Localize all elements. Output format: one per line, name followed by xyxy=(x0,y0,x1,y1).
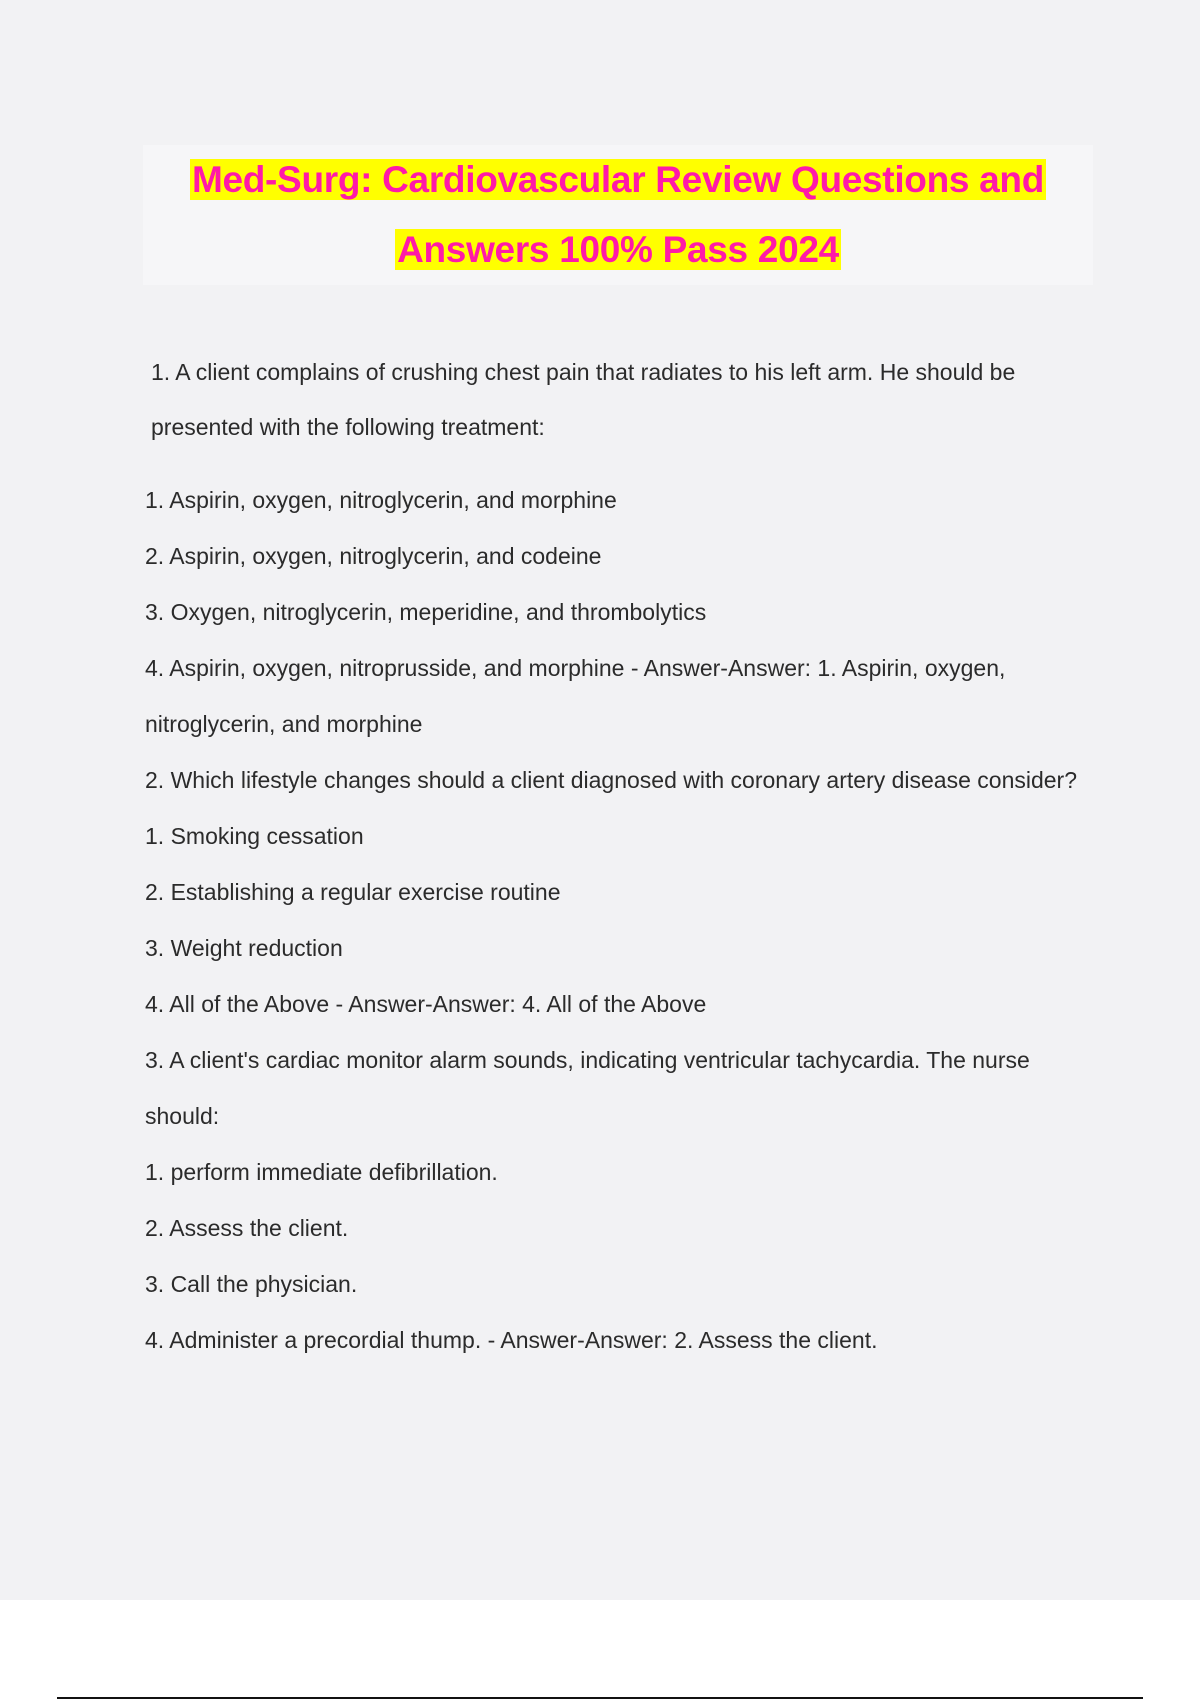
title-block xyxy=(143,145,1093,285)
question-3-option-3: 3. Call the physician. xyxy=(145,1271,358,1297)
question-2-option-4-answer: 4. All of the Above - Answer-Answer: 4. All of the Above xyxy=(145,991,707,1017)
question-1-option-3: 3. Oxygen, nitroglycerin, meperidine, and thrombolytics xyxy=(145,599,707,625)
question-1-option-1: 1. Aspirin, oxygen, nitroglycerin, and morphine xyxy=(145,487,617,513)
question-2-option-2: 2. Establishing a regular exercise routine xyxy=(145,879,561,905)
question-1-option-4-answer: 4. Aspirin, oxygen, nitroprusside, and morphine - Answer-Answer: 1. Aspirin, oxygen, nitroglycerin, and morphine xyxy=(145,655,1006,737)
question-2-stem: 2. Which lifestyle changes should a client diagnosed with coronary artery disease consider? xyxy=(145,767,1078,793)
title-text-1: Med-Surg: Cardiovascular Review Questions and xyxy=(191,159,1045,200)
document-body xyxy=(145,345,1095,1368)
question-3-option-1: 1. perform immediate defibrillation. xyxy=(145,1159,498,1185)
title-line-1 xyxy=(143,145,1093,215)
question-2-option-1: 1. Smoking cessation xyxy=(145,823,364,849)
question-3-option-4-answer: 4. Administer a precordial thump. - Answer-Answer: 2. Assess the client. xyxy=(145,1327,878,1353)
question-3-stem: 3. A client's cardiac monitor alarm sounds, indicating ventricular tachycardia. The nurse should: xyxy=(145,1047,1030,1129)
question-1-stem: 1. A client complains of crushing chest pain that radiates to his left arm. He should be presented with the following treatment: xyxy=(151,359,1016,440)
footer-divider xyxy=(57,1697,1143,1699)
question-3-option-2: 2. Assess the client. xyxy=(145,1215,349,1241)
title-line-2 xyxy=(143,215,1093,285)
question-2-option-3: 3. Weight reduction xyxy=(145,935,343,961)
question-1-option-2: 2. Aspirin, oxygen, nitroglycerin, and codeine xyxy=(145,543,602,569)
title-text-2: Answers 100% Pass 2024 xyxy=(397,229,839,270)
